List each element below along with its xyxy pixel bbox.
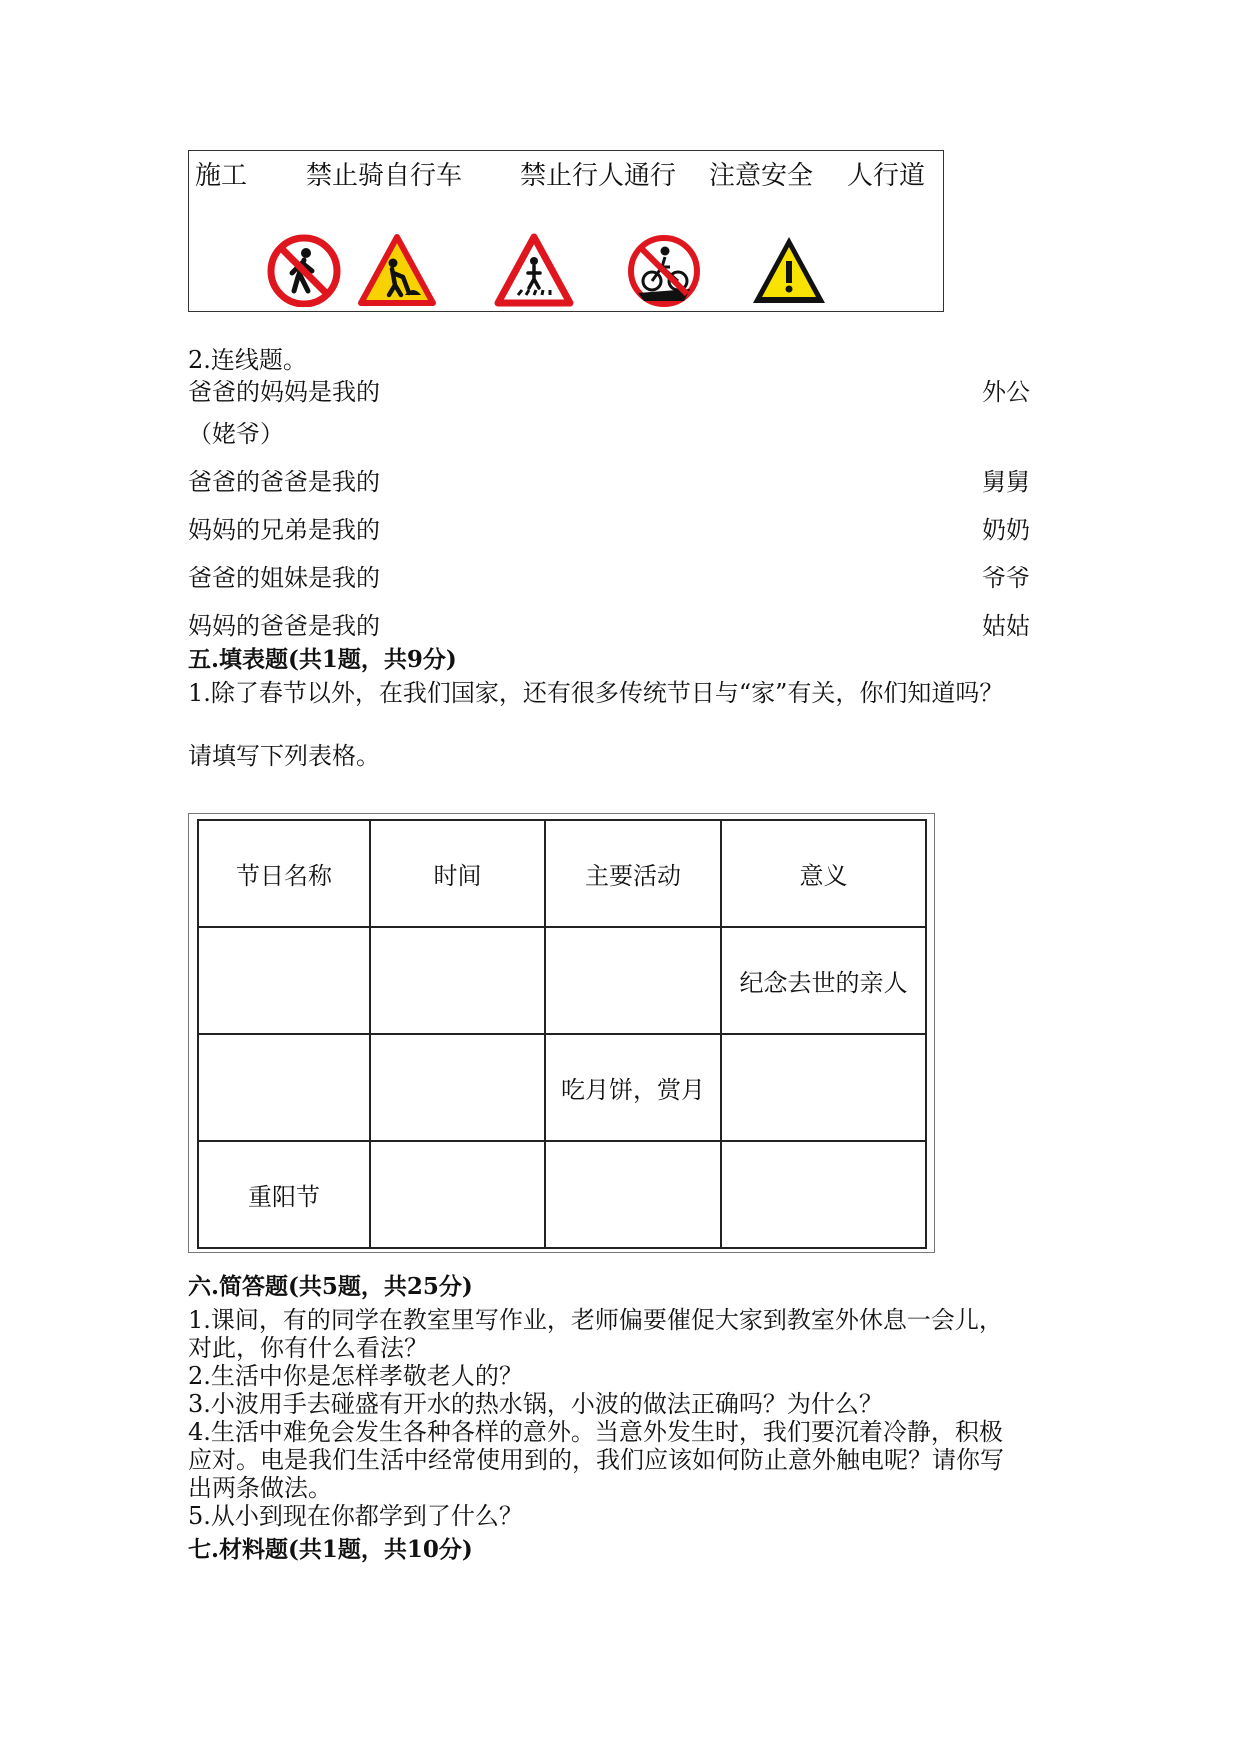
section5-instruction: 请填写下列表格。 — [188, 742, 380, 770]
section7-heading: 七.材料题(共1题，共10分) — [188, 1536, 473, 1563]
table-row — [198, 1141, 926, 1248]
table-row — [198, 1034, 926, 1141]
section6-q4-line1: 4.生活中难免会发生各种各样的意外。当意外发生时，我们要沉着冷静，积极 — [188, 1418, 1003, 1446]
no-pedestrian-sign-icon — [264, 233, 344, 307]
table-header-cell: 主要活动 — [545, 820, 721, 927]
section6-q5: 5.从小到现在你都学到了什么？ — [188, 1502, 523, 1530]
table-row — [198, 927, 926, 1034]
section6-q1-line2: 对此，你有什么看法？ — [188, 1334, 428, 1362]
pedestrian-crossing-sign-icon — [494, 233, 574, 307]
section6-q1-line1: 1.课间，有的同学在教室里写作业，老师偏要催促大家到教室外休息一会儿， — [188, 1306, 1003, 1334]
sign-label-no-bicycle: 禁止骑自行车 — [306, 161, 463, 191]
section6-q2: 2.生活中你是怎样孝敬老人的？ — [188, 1362, 523, 1390]
section6-q4-line2: 应对。电是我们生活中经常使用到的，我们应该如何防止意外触电呢？请你写 — [188, 1446, 1004, 1474]
q2-right-4: 爷爷 — [982, 564, 1030, 592]
table-cell[interactable] — [721, 1034, 926, 1141]
table-header-cell: 时间 — [370, 820, 545, 927]
section6-heading: 六.简答题(共5题，共25分) — [188, 1273, 473, 1300]
sign-label-construction: 施工 — [195, 161, 248, 191]
q2-extra: （姥爷） — [188, 420, 284, 448]
caution-sign-icon — [749, 233, 829, 307]
sign-label-no-pedestrian: 禁止行人通行 — [520, 161, 677, 191]
section5-heading: 五.填表题(共1题，共9分) — [188, 646, 457, 673]
no-bicycle-sign-icon — [624, 233, 704, 307]
sign-label-caution: 注意安全 — [709, 161, 814, 191]
section5-q1: 1.除了春节以外，在我们国家，还有很多传统节日与“家”有关，你们知道吗？ — [188, 679, 1004, 707]
q2-title: 2.连线题。 — [188, 346, 307, 374]
table-cell[interactable] — [198, 1034, 370, 1141]
table-cell: 吃月饼，赏月 — [545, 1034, 721, 1141]
construction-sign-icon — [357, 233, 437, 307]
table-cell[interactable] — [721, 1141, 926, 1248]
table-header-cell: 节日名称 — [198, 820, 370, 927]
q2-right-3: 奶奶 — [982, 516, 1030, 544]
q2-left-2: 爸爸的爸爸是我的 — [188, 468, 380, 496]
table-cell[interactable] — [370, 1141, 545, 1248]
q2-right-5: 姑姑 — [982, 612, 1030, 640]
table-cell: 纪念去世的亲人 — [721, 927, 926, 1034]
table-cell[interactable] — [370, 927, 545, 1034]
q2-left-3: 妈妈的兄弟是我的 — [188, 516, 380, 544]
q2-right-1: 外公 — [982, 378, 1030, 406]
section6-q3: 3.小波用手去碰盛有开水的热水锅，小波的做法正确吗？为什么？ — [188, 1390, 883, 1418]
traffic-signs-box — [188, 150, 944, 312]
table-header-cell: 意义 — [721, 820, 926, 927]
table-cell[interactable] — [545, 927, 721, 1034]
festival-table — [197, 819, 927, 1249]
table-cell[interactable] — [370, 1034, 545, 1141]
table-cell: 重阳节 — [198, 1141, 370, 1248]
table-cell[interactable] — [198, 927, 370, 1034]
table-cell[interactable] — [545, 1141, 721, 1248]
q2-left-5: 妈妈的爸爸是我的 — [188, 612, 380, 640]
q2-left-4: 爸爸的姐妹是我的 — [188, 564, 380, 592]
table-header-row — [198, 820, 926, 927]
q2-right-2: 舅舅 — [982, 468, 1030, 496]
sign-label-sidewalk: 人行道 — [847, 161, 926, 191]
section6-q4-line3: 出两条做法。 — [188, 1474, 332, 1502]
q2-left-1: 爸爸的妈妈是我的 — [188, 378, 380, 406]
